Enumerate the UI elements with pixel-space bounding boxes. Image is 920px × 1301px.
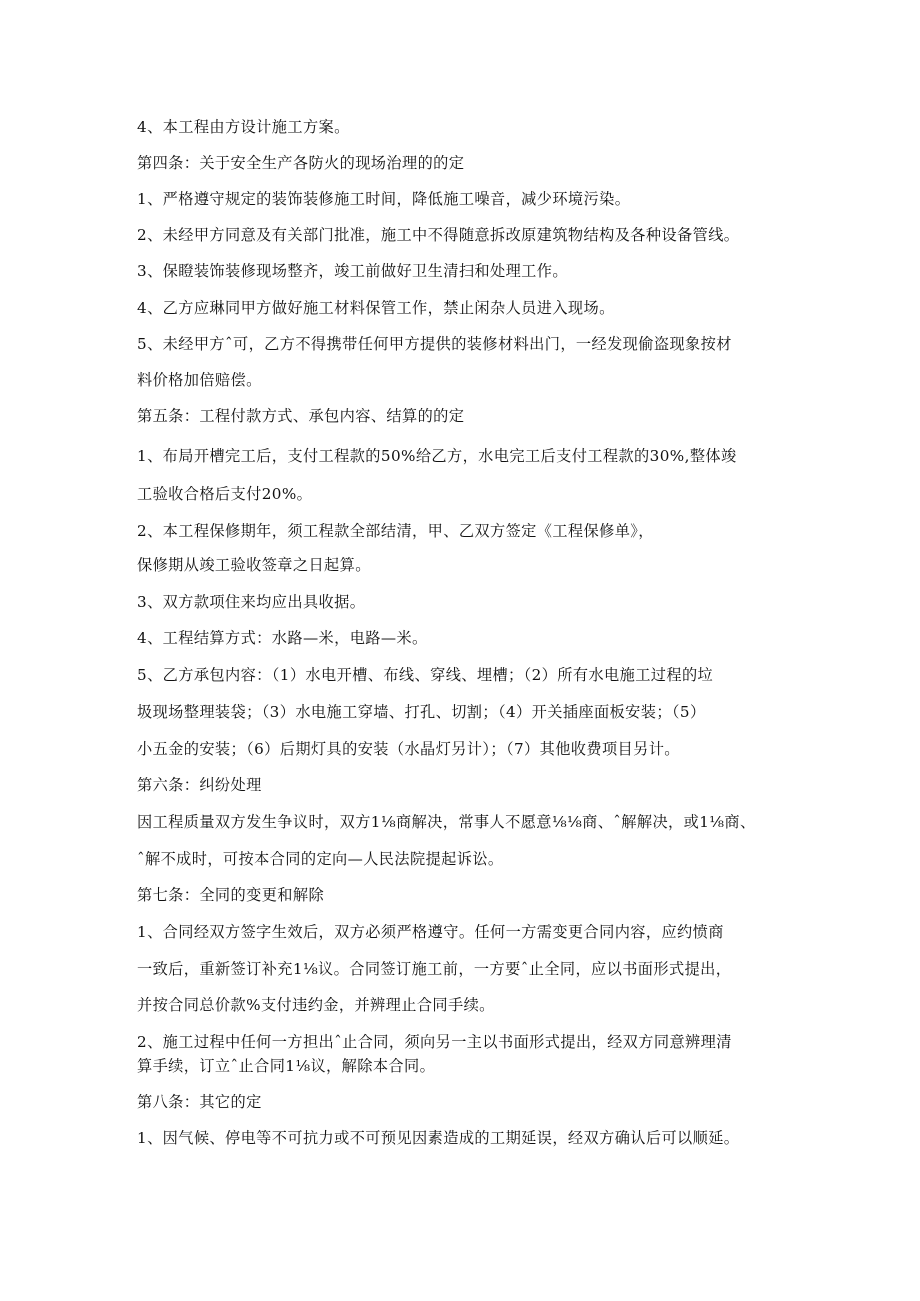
- section-heading: 第四条：关于安全生产各防火的现场治理的的定: [137, 154, 465, 172]
- text-line: 圾现场整理装袋；（3）水电施工穿墙、打孔、切割；（4）开关插座面板安装；（5）: [137, 703, 706, 721]
- text-line: 并按合同总价款%支付违约金，并辨理止合同手续。: [137, 996, 495, 1014]
- text-line: 4、乙方应琳同甲方做好施工材料保管工作，禁止闲杂人员进入现场。: [137, 299, 615, 317]
- text-line: 2、未经甲方同意及有关部门批准，施工中不得随意拆改原建筑物结构及各种设备管线。: [137, 226, 740, 244]
- text-line: 2、施工过程中任何一方担出ˆ止合同，须向另一主以书面形式提出，经双方同意辨理清: [137, 1033, 732, 1051]
- text-line: 保修期从竣工验收签章之日起算。: [137, 556, 371, 574]
- text-line: 1、布局开槽完工后，支付工程款的50%给乙方，水电完工后支付工程款的30%,整体竣: [137, 447, 737, 465]
- text-line: 3、双方款项住来均应出具收据。: [137, 593, 366, 611]
- text-line: 算手续，订立ˆ止合同1⅛议，解除本合同。: [137, 1057, 436, 1075]
- text-line: ˆ解不成时，可按本合同的定向—人民法院提起诉讼。: [137, 850, 504, 868]
- text-line: 工验收合格后支付20%。: [137, 485, 313, 503]
- section-heading: 第五条：工程付款方式、承包内容、结算的的定: [137, 407, 465, 425]
- text-line: 2、本工程保修期年，须工程款全部结清，甲、乙双方签定《工程保修单》，: [137, 522, 654, 540]
- text-line: 5、乙方承包内容：（1）水电开槽、布线、穿线、埋槽；（2）所有水电施工过程的垃: [137, 666, 714, 684]
- text-line: 小五金的安装；（6）后期灯具的安装（水晶灯另计）；（7）其他收费项目另计。: [137, 740, 680, 758]
- section-heading: 第七条：全同的变更和解除: [137, 886, 325, 904]
- text-line: 3、保瞪装饰装修现场整齐，竣工前做好卫生清扫和处理工作。: [137, 262, 568, 280]
- text-line: 4、工程结算方式：水路—米，电路—米。: [137, 629, 428, 647]
- text-line: 1、合同经双方签字生效后，双方必须严格遵守。任何一方需变更合同内容，应约愤商: [137, 923, 724, 941]
- text-line: 4、本工程由方设计施工方案。: [137, 118, 350, 136]
- text-line: 1、因气候、停电等不可抗力或不可预见因素造成的工期延误，经双方确认后可以顺延。: [137, 1129, 740, 1147]
- text-line: 料价格加倍赔偿。: [137, 371, 262, 389]
- section-heading: 第八条：其它的定: [137, 1093, 262, 1111]
- text-line: 5、未经甲方ˆ可，乙方不得携带任何甲方提供的装修材料出门，一经发现偷盗现象按材: [137, 335, 732, 353]
- text-line: 1、严格遵守规定的装饰装修施工时间，降低施工噪音，减少环境污染。: [137, 190, 631, 208]
- text-line: 因工程质量双方发生争议时，双方1⅛商解决，常事人不愿意⅛⅛商、ˆ解解决，或1⅛商、: [137, 813, 756, 831]
- section-heading: 第六条：纠纷处理: [137, 776, 262, 794]
- text-line: 一致后，重新签订补充1⅛议。合同签订施工前，一方要ˆ止全同，应以书面形式提出，: [137, 960, 732, 978]
